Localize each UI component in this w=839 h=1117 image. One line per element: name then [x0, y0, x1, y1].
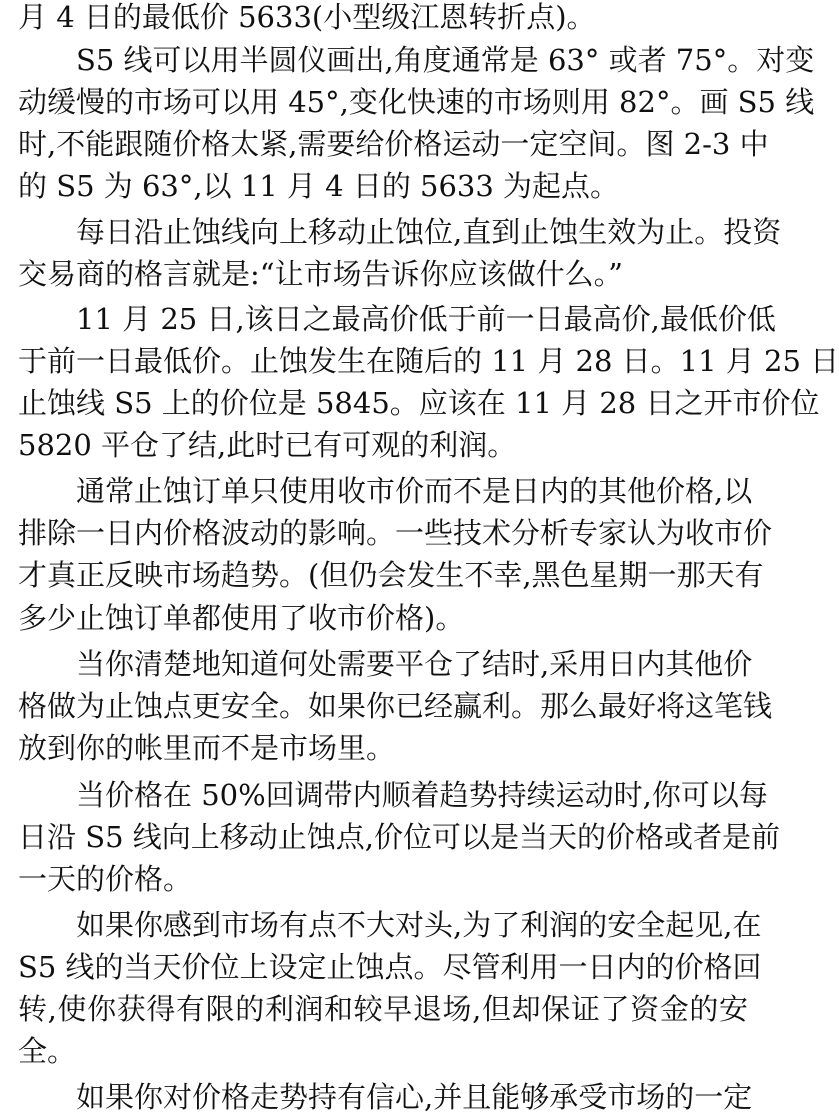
text-line: 动缓慢的市场可以用 45°,变化快速的市场则用 82°。画 S5 线 [18, 85, 815, 120]
text-line: 于前一日最低价。止蚀发生在随后的 11 月 28 日。11 月 25 日 [18, 344, 839, 379]
text-line: 11 月 25 日,该日之最高价低于前一日最高价,最低价低 [18, 302, 776, 337]
text-line: 当价格在 50%回调带内顺着趋势持续运动时,你可以每 [18, 777, 768, 812]
text-line: 的 S5 为 63°,以 11 月 4 日的 5633 为起点。 [18, 169, 620, 204]
text-line: 多少止蚀订单都使用了收市价格)。 [18, 600, 465, 635]
text-line: 才真正反映市场趋势。(但仍会发生不幸,黑色星期一那天有 [18, 558, 764, 593]
text-line: 止蚀线 S5 上的价位是 5845。应该在 11 月 28 日之开市价位 [18, 386, 820, 421]
text-line: 一天的价格。 [18, 862, 193, 897]
text-line: 全。 [18, 1034, 77, 1069]
text-line: 转,使你获得有限的利润和较早退场,但却保证了资金的安 [18, 992, 748, 1027]
text-line: 格做为止蚀点更安全。如果你已经赢利。那么最好将这笔钱 [18, 689, 773, 724]
text-line: S5 线的当天价位上设定止蚀点。尽管利用一日内的价格回 [18, 950, 762, 985]
text-line: 通常止蚀订单只使用收市价而不是日内的其他价格,以 [18, 474, 753, 509]
text-line: 日沿 S5 线向上移动止蚀点,价位可以是当天的价格或者是前 [18, 820, 780, 855]
text-line: 5820 平仓了结,此时已有可观的利润。 [18, 428, 517, 463]
text-line: 放到你的帐里而不是市场里。 [18, 731, 396, 766]
text-line: 时,不能跟随价格太紧,需要给价格运动一定空间。图 2-3 中 [18, 127, 769, 162]
text-line: 交易商的格言就是:“让市场告诉你应该做什么。” [18, 257, 623, 292]
text-line: 排除一日内价格波动的影响。一些技术分析专家认为收市价 [18, 516, 773, 551]
text-line: 月 4 日的最低价 5633(小型级江恩转折点)。 [18, 0, 596, 34]
text-line: 如果你感到市场有点不大对头,为了利润的安全起见,在 [18, 907, 762, 942]
text-line: 如果你对价格走势持有信心,并且能够承受市场的一定 [18, 1080, 753, 1114]
text-line: S5 线可以用半圆仪画出,角度通常是 63° 或者 75°。对变 [18, 43, 815, 78]
text-line: 当你清楚地知道何处需要平仓了结时,采用日内其他价 [18, 647, 753, 682]
text-line: 每日沿止蚀线向上移动止蚀位,直到止蚀生效为止。投资 [18, 215, 782, 250]
